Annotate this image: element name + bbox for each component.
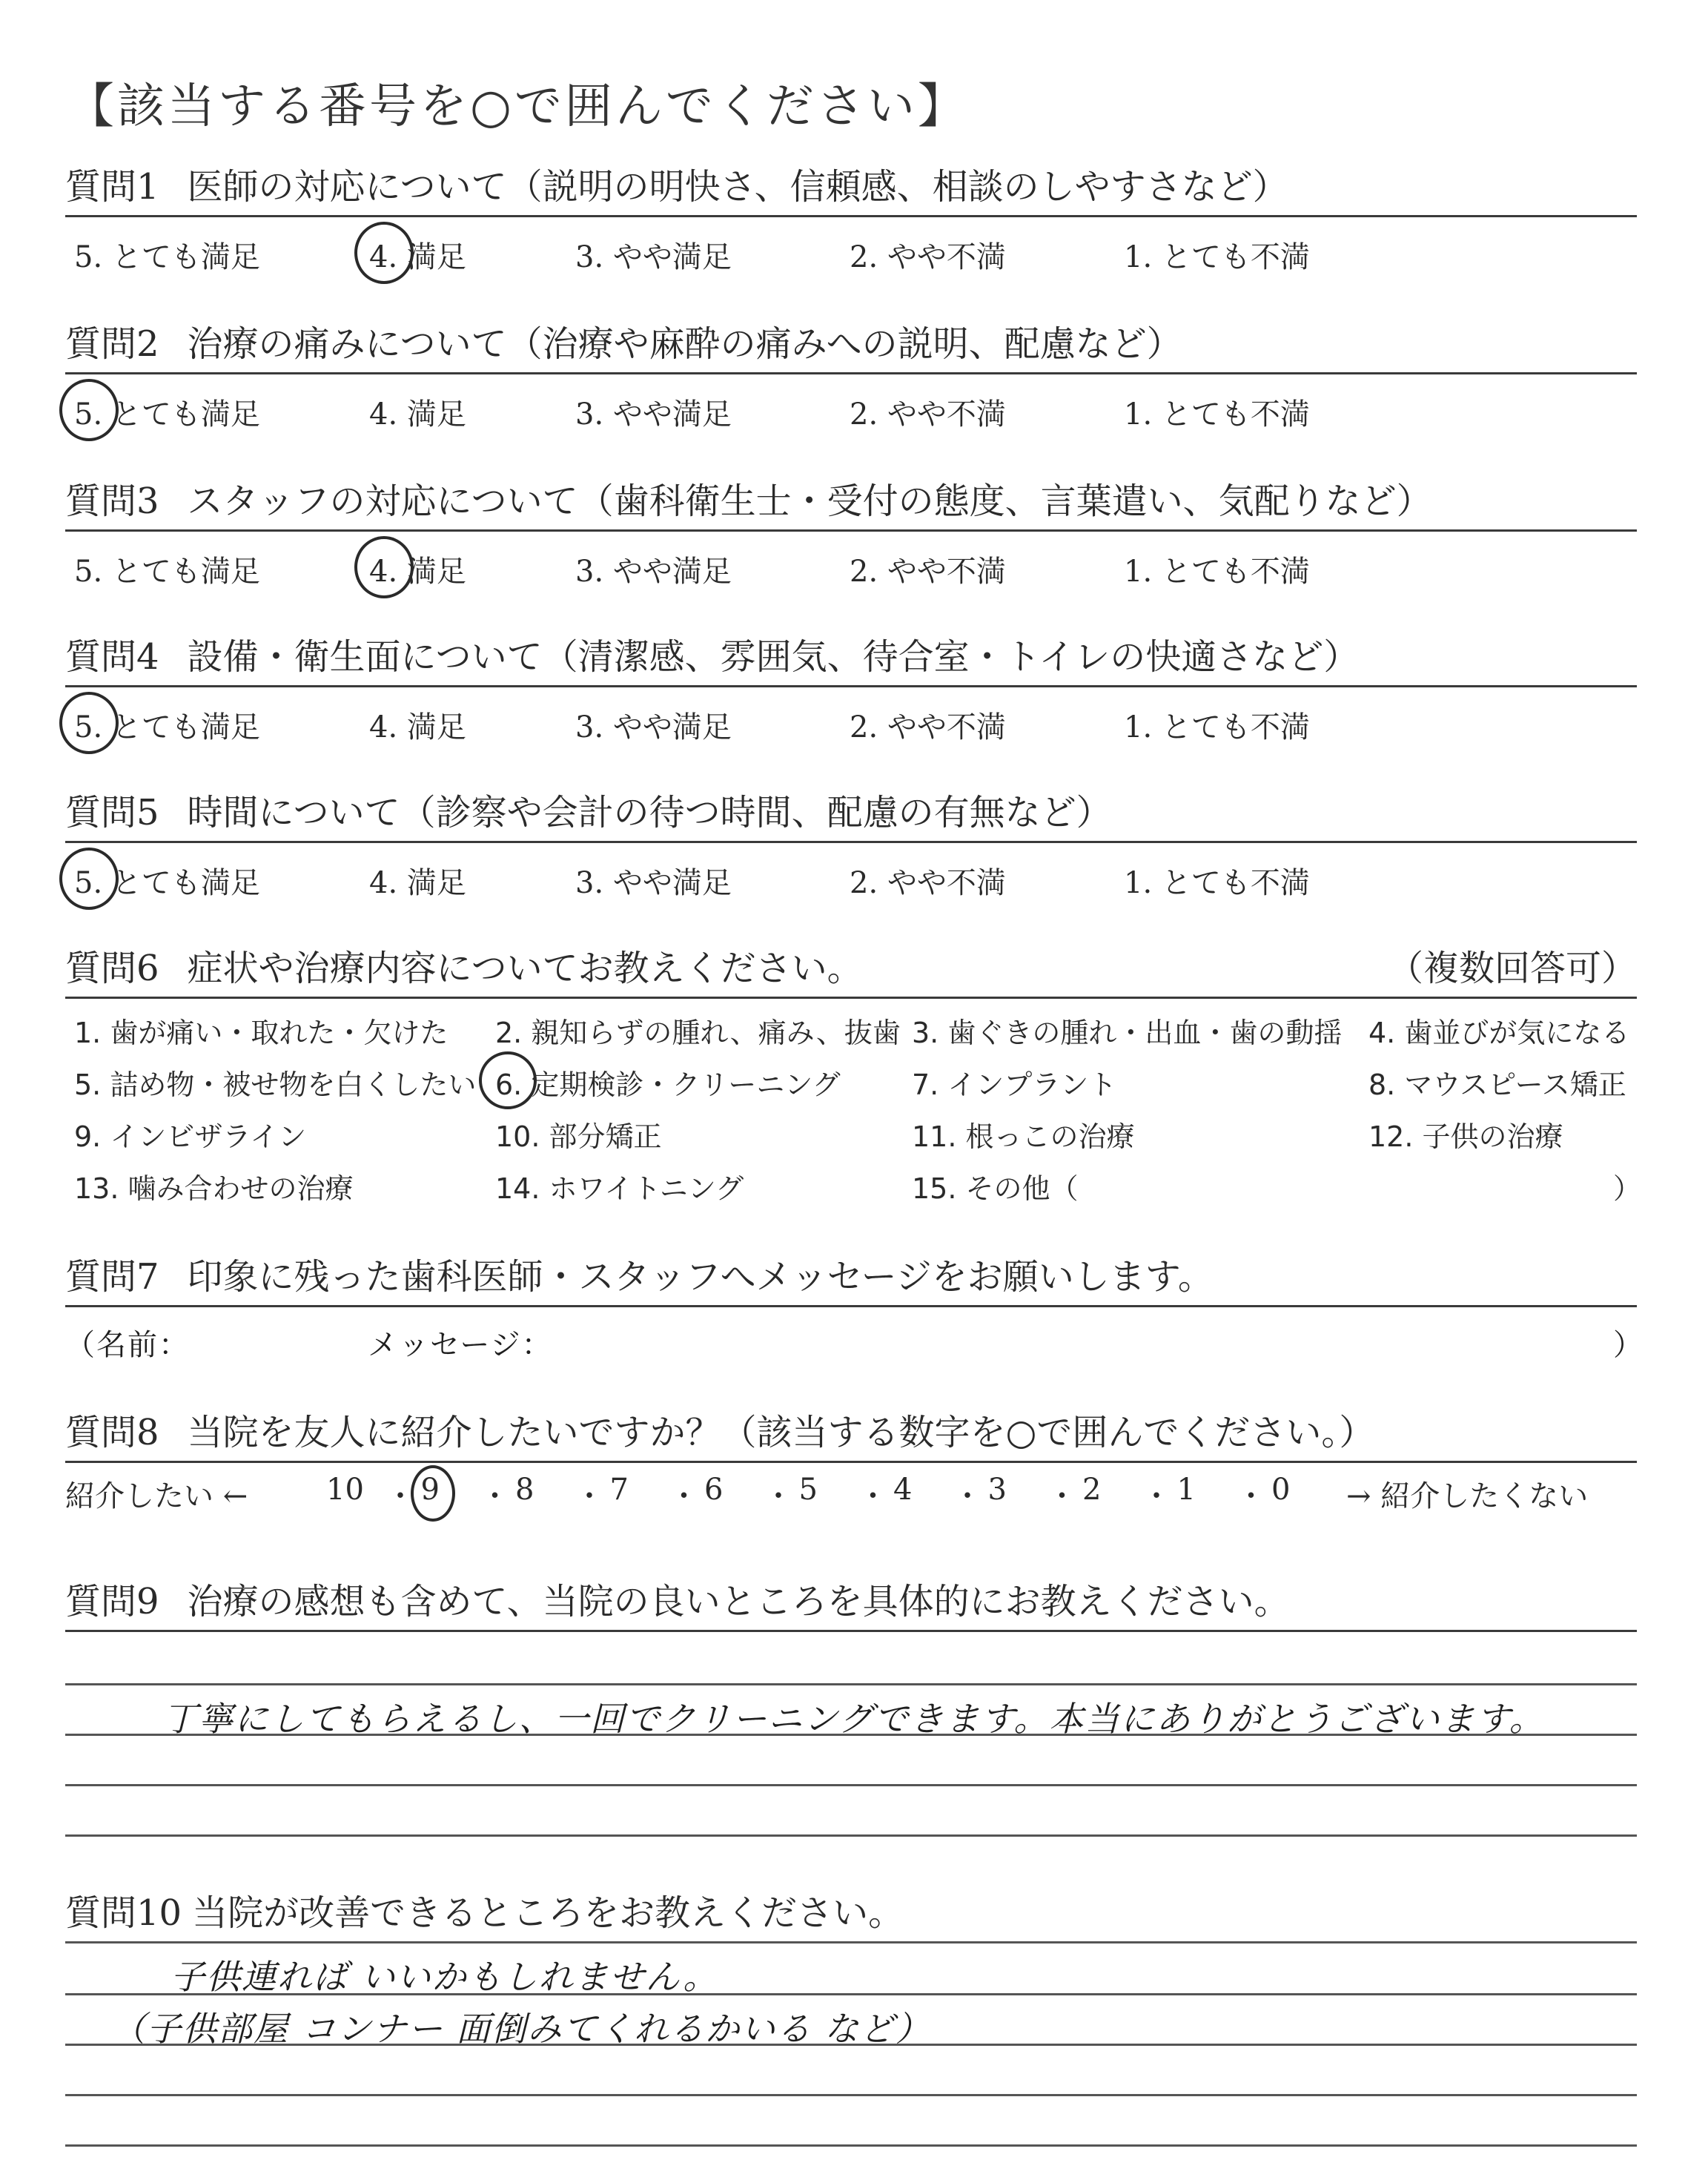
symptom-option-9[interactable]: 9. インビザライン: [74, 1120, 307, 1153]
question-number: 質問3: [65, 480, 159, 522]
rating-option-1[interactable]: 1. とても不満: [1124, 710, 1310, 744]
symptom-option-3[interactable]: 3. 歯ぐきの腫れ・出血・歯の動揺: [912, 1017, 1343, 1049]
question-number: 質問8: [65, 1412, 159, 1453]
question-3: [65, 480, 1637, 589]
question-1: [65, 166, 1637, 274]
scale-dot: ・: [385, 1479, 415, 1513]
question-number: 質問9: [65, 1581, 159, 1622]
rating-option-5[interactable]: 5. とても満足: [74, 555, 260, 589]
symptom-option-14[interactable]: 14. ホワイトニング: [495, 1172, 744, 1205]
symptom-option-2[interactable]: 2. 親知らずの腫れ、痛み、抜歯: [495, 1017, 901, 1049]
answer-line: [65, 1834, 1637, 1837]
q10-handwritten-answer-line1: 子供連れば いいかもしれません。: [171, 1957, 719, 1997]
scale-option-3[interactable]: 3: [987, 1473, 1007, 1507]
q10-handwritten-answer-line2: （子供部屋 コンナー 面倒みてくれるかいる など）: [111, 2009, 931, 2049]
scale-option-8[interactable]: 8: [515, 1473, 534, 1507]
question-text: 治療の感想も含めて、当院の良いところを具体的にお教えください。: [187, 1581, 1290, 1622]
rating-options: [65, 687, 1637, 744]
symptom-option-6-selected[interactable]: 6. 定期検診・クリーニング: [495, 1062, 841, 1103]
question-2: [65, 323, 1637, 432]
rating-option-2[interactable]: 2. やや不満: [850, 710, 1006, 744]
question-number: 質問1: [65, 166, 159, 208]
scale-option-4[interactable]: 4: [893, 1473, 913, 1507]
scale-dot: ・: [953, 1479, 982, 1513]
scale-dot: ・: [1047, 1479, 1077, 1513]
rating-options: [65, 843, 1637, 900]
rating-option-5-selected[interactable]: 5. とても満足: [74, 859, 260, 902]
question-text: スタッフの対応について（歯科衛生士・受付の態度、言葉遣い、気配りなど）: [187, 480, 1432, 522]
rating-option-1[interactable]: 1. とても不満: [1124, 866, 1310, 900]
scale-dot: ・: [1236, 1479, 1266, 1513]
question-5: [65, 792, 1637, 900]
question-text: 設備・衛生面について（清潔感、雰囲気、待合室・トイレの快適さなど）: [187, 636, 1360, 678]
scale-option-2[interactable]: 2: [1082, 1473, 1102, 1507]
scale-right-label: → 紹介したくない: [1346, 1479, 1589, 1513]
scale-option-5[interactable]: 5: [798, 1473, 818, 1507]
rating-options: [65, 374, 1637, 432]
question-number: 質問6: [65, 948, 159, 989]
scale-option-9-selected[interactable]: 9: [420, 1473, 440, 1507]
rating-option-3[interactable]: 3. やや満足: [575, 240, 732, 274]
scale-option-6[interactable]: 6: [704, 1473, 724, 1507]
scale-option-0[interactable]: 0: [1271, 1473, 1291, 1507]
question-text: 医師の対応について（説明の明快さ、信頼感、相談のしやすさなど）: [187, 166, 1288, 208]
symptom-option-15[interactable]: 15. その他（: [912, 1172, 1079, 1205]
multiple-answer-note: （複数回答可）: [1387, 948, 1637, 989]
scale-option-1[interactable]: 1: [1176, 1473, 1196, 1507]
rating-option-3[interactable]: 3. やや満足: [575, 866, 732, 900]
symptom-option-4[interactable]: 4. 歯並びが気になる: [1368, 1017, 1630, 1049]
rating-option-1[interactable]: 1. とても不満: [1124, 397, 1310, 432]
question-number: 質問5: [65, 792, 159, 833]
rating-option-5-selected[interactable]: 5. とても満足: [74, 704, 260, 746]
rating-option-2[interactable]: 2. やや不満: [850, 555, 1006, 589]
answer-line: [65, 2094, 1637, 2096]
rating-option-4-selected[interactable]: 4. 満足: [369, 548, 466, 590]
question-6: [65, 948, 1637, 999]
answer-line: [65, 2144, 1637, 2147]
form-title: 【該当する番号を○で囲んでください】: [67, 79, 968, 134]
question-number: 質問4: [65, 636, 159, 678]
rating-option-4[interactable]: 4. 満足: [369, 866, 466, 900]
rating-option-2[interactable]: 2. やや不満: [850, 397, 1006, 432]
question-10: [65, 1892, 1637, 1943]
answer-line: [65, 1683, 1637, 1685]
question-4: [65, 636, 1637, 744]
symptom-option-1[interactable]: 1. 歯が痛い・取れた・欠けた: [74, 1017, 448, 1049]
question-text: 当院が改善できるところをお教えください。: [192, 1892, 904, 1934]
question-number: 質問7: [65, 1256, 159, 1298]
rating-option-3[interactable]: 3. やや満足: [575, 710, 732, 744]
rating-option-1[interactable]: 1. とても不満: [1124, 555, 1310, 589]
rating-option-3[interactable]: 3. やや満足: [575, 397, 732, 432]
answer-line: [65, 1784, 1637, 1786]
question-7: [65, 1256, 1637, 1307]
symptom-option-7[interactable]: 7. インプラント: [912, 1069, 1117, 1101]
scale-dot: ・: [1142, 1479, 1171, 1513]
question-number: 質問2: [65, 323, 159, 365]
scale-left-label: 紹介したい ←: [65, 1479, 248, 1513]
scale-dot: ・: [575, 1479, 604, 1513]
question-text: 症状や治療内容についてお教えください。: [187, 948, 863, 989]
scale-dot: ・: [764, 1479, 793, 1513]
question-9: [65, 1581, 1637, 1632]
rating-option-4[interactable]: 4. 満足: [369, 710, 466, 744]
message-label: メッセージ：: [368, 1328, 553, 1362]
scale-dot: ・: [858, 1479, 888, 1513]
rating-options: [65, 217, 1637, 274]
question-text: 当院を友人に紹介したいですか？（該当する数字を○で囲んでください。）: [187, 1412, 1375, 1453]
question-text: 治療の痛みについて（治療や麻酔の痛みへの説明、配慮など）: [187, 323, 1182, 365]
symptom-option-12[interactable]: 12. 子供の治療: [1368, 1120, 1563, 1153]
symptom-option-11[interactable]: 11. 根っこの治療: [912, 1120, 1135, 1153]
rating-option-3[interactable]: 3. やや満足: [575, 555, 732, 589]
scale-option-7[interactable]: 7: [609, 1473, 629, 1507]
rating-options: [65, 532, 1637, 589]
rating-option-1[interactable]: 1. とても不満: [1124, 240, 1310, 274]
rating-option-4-selected[interactable]: 4. 満足: [369, 234, 466, 276]
symptom-option-8[interactable]: 8. マウスピース矯正: [1368, 1069, 1626, 1101]
question-8: [65, 1412, 1637, 1463]
symptom-option-5[interactable]: 5. 詰め物・被せ物を白くしたい: [74, 1069, 477, 1101]
other-closing-paren: ）: [1613, 1172, 1642, 1205]
scale-dot: ・: [669, 1479, 699, 1513]
symptom-option-10[interactable]: 10. 部分矯正: [495, 1120, 662, 1153]
rating-option-5[interactable]: 5. とても満足: [74, 240, 260, 274]
scale-option-10[interactable]: 10: [326, 1473, 364, 1507]
recommend-scale: [65, 1473, 1637, 1525]
rating-option-5-selected[interactable]: 5. とても満足: [74, 391, 260, 433]
question-number: 質問10: [65, 1892, 182, 1934]
question-text: 時間について（診察や会計の待つ時間、配慮の有無など）: [187, 792, 1112, 833]
scale-dot: ・: [480, 1479, 510, 1513]
question-text: 印象に残った歯科医師・スタッフへメッセージをお願いします。: [187, 1256, 1214, 1298]
symptom-option-13[interactable]: 13. 噛み合わせの治療: [74, 1172, 354, 1205]
rating-option-2[interactable]: 2. やや不満: [850, 240, 1006, 274]
rating-option-2[interactable]: 2. やや不満: [850, 866, 1006, 900]
q9-handwritten-answer: 丁寧にしてもらえるし、一回でクリーニングできます。本当にありがとうございます。: [163, 1699, 1545, 1739]
name-label: （名前：: [65, 1328, 190, 1362]
message-closing-paren: ）: [1613, 1328, 1644, 1362]
rating-option-4[interactable]: 4. 満足: [369, 397, 466, 432]
